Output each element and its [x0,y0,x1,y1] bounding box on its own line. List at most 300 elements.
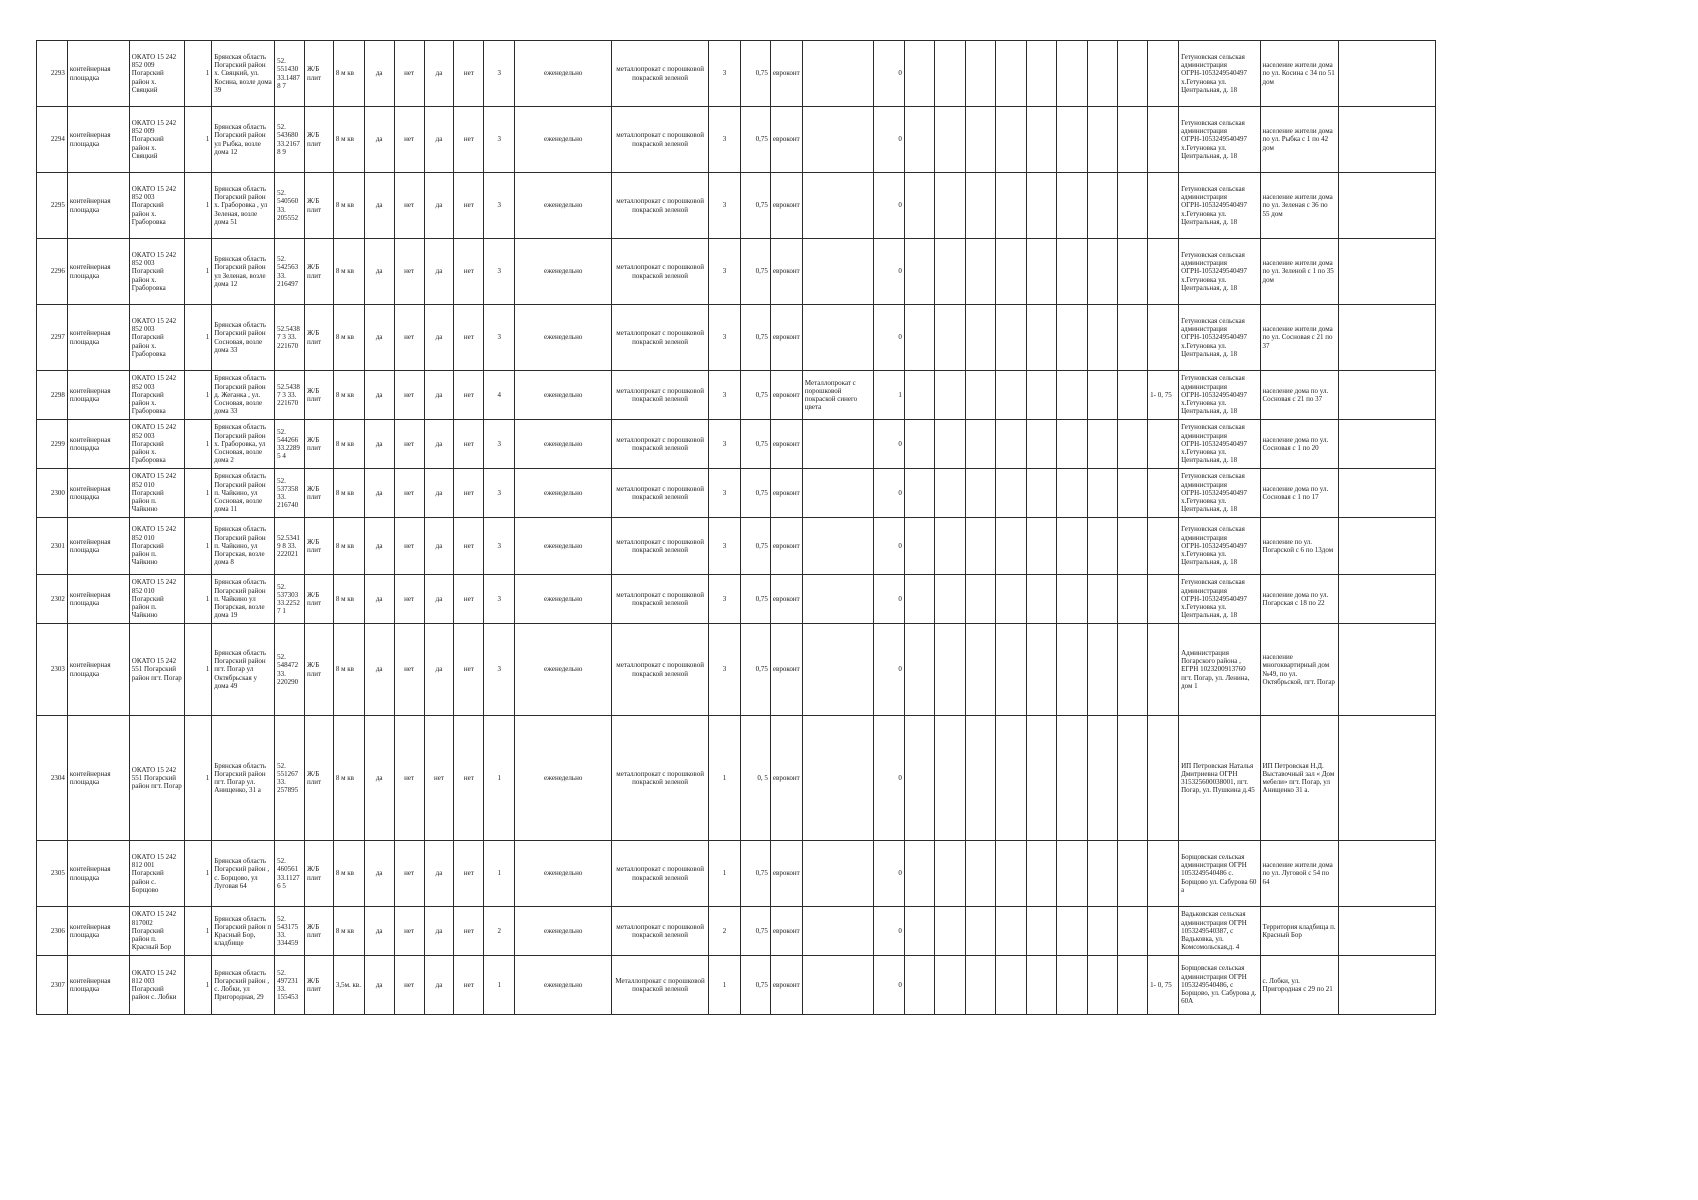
flag-3: да [424,624,454,716]
flag-4: нет [454,841,484,907]
site-count: 1 [185,107,212,173]
empty-cell [1338,956,1435,1015]
container-qty: 3 [709,239,741,305]
site-count: 1 [185,575,212,624]
empty-cell [995,41,1026,107]
container-material: металлопрокат с порошковой покраской зеленой [612,173,709,239]
extra-container-qty: 0 [873,716,904,841]
pickup-frequency: еженедельно [515,716,612,841]
site-type: контейнерная площадка [67,371,129,420]
container-qty: 3 [709,518,741,575]
extra-volume [1148,173,1179,239]
pickup-frequency: еженедельно [515,41,612,107]
site-type: контейнерная площадка [67,107,129,173]
empty-cell [965,575,995,624]
okato-code: ОКАТО 15 242 812 001 Погарский район с. Борщово [129,841,185,907]
flag-4: нет [454,716,484,841]
container-qty: 3 [709,305,741,371]
container-qty: 3 [709,107,741,173]
flag-2: нет [394,239,424,305]
okato-code: ОКАТО 15 242 852 009 Погарский район х. Свяцкий [129,41,185,107]
flag-1: да [364,624,394,716]
okato-code: ОКАТО 15 242 852 003 Погарский район х. Граборовка [129,371,185,420]
waste-source: население по ул. Погарской с 6 по 13дом [1260,518,1338,575]
extra-container-qty: 0 [873,239,904,305]
okato-code: ОКАТО 15 242 852 009 Погарский район х. Свяцкий [129,107,185,173]
site-type: контейнерная площадка [67,624,129,716]
flag-1: да [364,469,394,518]
okato-code: ОКАТО 15 242 817002 Погарский район п. Красный Бор [129,907,185,956]
site-count: 1 [185,420,212,469]
container-qty: 3 [709,624,741,716]
flag-3: да [424,469,454,518]
okato-code: ОКАТО 15 242 852 010 Погарский район п. Чайкино [129,469,185,518]
empty-cell [1026,420,1057,469]
container-total: 3 [484,420,515,469]
container-total: 1 [484,956,515,1015]
empty-cell [904,624,934,716]
empty-cell [1118,841,1148,907]
empty-cell [904,305,934,371]
extra-container-material [802,173,873,239]
site-owner: Вадьковская сельская администрация ОГРН 1053249540387, с Вадьковка, ул. Комсомольская,д. 4 [1179,907,1260,956]
empty-cell [904,716,934,841]
empty-cell [1057,841,1088,907]
empty-cell [1338,575,1435,624]
flag-4: нет [454,305,484,371]
empty-cell [965,305,995,371]
site-owner: Гетуновская сельская администрация ОГРН-1053249540497 х.Гетуновка ул. Центральная, д. 18 [1179,41,1260,107]
extra-container-qty: 0 [873,420,904,469]
pickup-frequency: еженедельно [515,907,612,956]
container-total: 4 [484,371,515,420]
site-owner: Гетуновская сельская администрация ОГРН-1053249540497 х.Гетуновка ул. Центральная, д. 18 [1179,469,1260,518]
container-volume: 0,75 [741,518,771,575]
container-kind: евроконт [770,575,802,624]
site-address: Брянская область Погарский район п. Чайкино ул Погарская, возле дома 19 [212,575,275,624]
site-type: контейнерная площадка [67,420,129,469]
waste-source: население жители дома по ул. Зеленая с 36 по 55 дом [1260,173,1338,239]
container-material: металлопрокат с порошковой покраской зеленой [612,41,709,107]
flag-3: да [424,841,454,907]
row-number: 2306 [37,907,68,956]
container-volume: 0,75 [741,173,771,239]
site-count: 1 [185,716,212,841]
site-owner: Борщовская сельская администрация ОГРН 1053249540486, с Борщово, ул. Сабурова д. 60А [1179,956,1260,1015]
empty-cell [965,173,995,239]
flag-3: да [424,907,454,956]
flag-2: нет [394,371,424,420]
waste-source: ИП Петровская Н.Д. Выставочный зал « Дом мебели» пгт. Погар, ул Анищенко 31 а. [1260,716,1338,841]
okato-code: ОКАТО 15 242 812 003 Погарский район с. Лобки [129,956,185,1015]
site-count: 1 [185,469,212,518]
site-type: контейнерная площадка [67,956,129,1015]
empty-cell [934,239,965,305]
site-address: Брянская область Погарский район п. Чайкино, ул Погарская, возле дома 8 [212,518,275,575]
flag-3: нет [424,716,454,841]
empty-cell [1026,575,1057,624]
flag-1: да [364,575,394,624]
empty-cell [965,624,995,716]
site-type: контейнерная площадка [67,469,129,518]
table-row [37,305,1436,371]
empty-cell [1057,173,1088,239]
waste-source: население жители дома по ул. Рыбка с 1 по 42 дом [1260,107,1338,173]
flag-4: нет [454,41,484,107]
site-owner: Гетуновская сельская администрация ОГРН-1053249540497 х.Гетуновка ул. Центральная, д. 18 [1179,107,1260,173]
empty-cell [904,907,934,956]
okato-code: ОКАТО 15 242 551 Погарский район пгт. Погар [129,716,185,841]
extra-container-material [802,305,873,371]
waste-source: население дома по ул. Погарская с 18 по 22 [1260,575,1338,624]
empty-cell [1057,518,1088,575]
container-qty: 1 [709,841,741,907]
site-area: 8 м кв [333,907,364,956]
empty-cell [1338,420,1435,469]
site-owner: Гетуновская сельская администрация ОГРН-1053249540497 х.Гетуновка ул. Центральная, д. 18 [1179,518,1260,575]
extra-container-material [802,841,873,907]
table-row [37,173,1436,239]
site-address: Брянская область Погарский район д. Жеганка , ул. Сосновая, возле дома 33 [212,371,275,420]
flag-3: да [424,41,454,107]
empty-cell [904,420,934,469]
site-owner: ИП Петровская Наталья Дмитриевна ОГРН 315325600038001, пгт. Погар, ул. Пушкина д.45 [1179,716,1260,841]
empty-cell [1057,956,1088,1015]
extra-volume [1148,305,1179,371]
extra-container-qty: 0 [873,956,904,1015]
waste-source: с. Лобки, ул. Пригородная с 29 по 21 [1260,956,1338,1015]
site-area: 8 м кв [333,716,364,841]
site-area: 3,5м. кв. [333,956,364,1015]
site-area: 8 м кв [333,305,364,371]
extra-container-material [802,41,873,107]
container-volume: 0,75 [741,624,771,716]
empty-cell [1118,107,1148,173]
extra-volume [1148,41,1179,107]
empty-cell [934,420,965,469]
empty-cell [1026,956,1057,1015]
flag-4: нет [454,420,484,469]
container-material: металлопрокат с порошковой покраской зеленой [612,469,709,518]
empty-cell [1057,575,1088,624]
container-total: 1 [484,716,515,841]
extra-volume [1148,107,1179,173]
empty-cell [1026,305,1057,371]
empty-cell [1088,371,1118,420]
coordinates: 52. 537358 33. 216740 [275,469,305,518]
extra-container-material [802,907,873,956]
empty-cell [1118,239,1148,305]
container-material: металлопрокат с порошковой покраской зеленой [612,420,709,469]
container-volume: 0,75 [741,956,771,1015]
site-area: 8 м кв [333,173,364,239]
container-volume: 0,75 [741,305,771,371]
container-qty: 1 [709,956,741,1015]
flag-2: нет [394,41,424,107]
site-count: 1 [185,624,212,716]
coordinates: 52. 548472 33. 220290 [275,624,305,716]
site-owner: Гетуновская сельская администрация ОГРН-1053249540497 х.Гетуновка ул. Центральная, д. 18 [1179,239,1260,305]
site-owner: Гетуновская сельская администрация ОГРН-1053249540497 х.Гетуновка ул. Центральная, д. 18 [1179,575,1260,624]
container-qty: 2 [709,907,741,956]
flag-2: нет [394,907,424,956]
flag-2: нет [394,518,424,575]
table-row [37,575,1436,624]
empty-cell [1026,716,1057,841]
table-row [37,624,1436,716]
flag-3: да [424,518,454,575]
flag-4: нет [454,907,484,956]
waste-source: население дома по ул. Сосновая с 1 по 20 [1260,420,1338,469]
empty-cell [904,469,934,518]
empty-cell [1026,239,1057,305]
site-type: контейнерная площадка [67,907,129,956]
flag-2: нет [394,716,424,841]
extra-volume [1148,624,1179,716]
surface-type: Ж/Б плит [304,239,333,305]
flag-2: нет [394,305,424,371]
empty-cell [934,624,965,716]
site-address: Брянская область Погарский район ул Рыбка, возле дома 12 [212,107,275,173]
empty-cell [1057,469,1088,518]
extra-volume [1148,907,1179,956]
row-number: 2305 [37,841,68,907]
flag-2: нет [394,469,424,518]
site-count: 1 [185,41,212,107]
flag-3: да [424,956,454,1015]
waste-source: население жители дома по ул. Косина с 34 по 51 дом [1260,41,1338,107]
surface-type: Ж/Б плит [304,173,333,239]
surface-type: Ж/Б плит [304,716,333,841]
site-address: Брянская область Погарский район пгт. Погар ул Октябрьская у дома 49 [212,624,275,716]
flag-2: нет [394,841,424,907]
empty-cell [934,173,965,239]
pickup-frequency: еженедельно [515,575,612,624]
empty-cell [1338,239,1435,305]
empty-cell [934,469,965,518]
empty-cell [965,956,995,1015]
empty-cell [1057,907,1088,956]
table-row [37,518,1436,575]
empty-cell [1088,907,1118,956]
row-number: 2297 [37,305,68,371]
extra-volume [1148,841,1179,907]
container-kind: евроконт [770,239,802,305]
flag-2: нет [394,624,424,716]
empty-cell [1118,371,1148,420]
site-count: 1 [185,371,212,420]
container-material: металлопрокат с порошковой покраской зеленой [612,841,709,907]
container-kind: евроконт [770,173,802,239]
empty-cell [1088,575,1118,624]
container-kind: евроконт [770,841,802,907]
empty-cell [995,173,1026,239]
empty-cell [1088,956,1118,1015]
flag-2: нет [394,420,424,469]
container-qty: 3 [709,41,741,107]
coordinates: 52. 544266 33.22895 4 [275,420,305,469]
extra-container-qty: 0 [873,469,904,518]
table-row [37,907,1436,956]
waste-source: население жители дома по ул. Зеленой с 1 по 35 дом [1260,239,1338,305]
container-material: металлопрокат с порошковой покраской зеленой [612,624,709,716]
empty-cell [1338,624,1435,716]
empty-cell [904,575,934,624]
site-owner: Гетуновская сельская администрация ОГРН-1053249540497 х.Гетуновка ул. Центральная, д. 18 [1179,371,1260,420]
surface-type: Ж/Б плит [304,907,333,956]
container-kind: евроконт [770,716,802,841]
flag-1: да [364,420,394,469]
container-material: металлопрокат с порошковой покраской зеленой [612,305,709,371]
empty-cell [904,518,934,575]
empty-cell [1118,41,1148,107]
container-kind: евроконт [770,41,802,107]
container-volume: 0,75 [741,371,771,420]
empty-cell [995,469,1026,518]
extra-container-qty: 1 [873,371,904,420]
okato-code: ОКАТО 15 242 852 010 Погарский район п. Чайкино [129,518,185,575]
table-row [37,956,1436,1015]
extra-volume: 1- 0, 75 [1148,956,1179,1015]
extra-container-material [802,575,873,624]
flag-4: нет [454,624,484,716]
coordinates: 52. 543680 33.21678 9 [275,107,305,173]
container-qty: 3 [709,420,741,469]
site-count: 1 [185,956,212,1015]
surface-type: Ж/Б плит [304,624,333,716]
table-row [37,420,1436,469]
flag-4: нет [454,173,484,239]
site-address: Брянская область Погарский район , с. Борщово, ул Луговая 64 [212,841,275,907]
okato-code: ОКАТО 15 242 852 003 Погарский район х. Граборовка [129,305,185,371]
pickup-frequency: еженедельно [515,518,612,575]
site-area: 8 м кв [333,469,364,518]
empty-cell [1057,305,1088,371]
empty-cell [1338,41,1435,107]
empty-cell [904,239,934,305]
container-material: металлопрокат с порошковой покраской зеленой [612,107,709,173]
empty-cell [1026,173,1057,239]
extra-volume [1148,575,1179,624]
row-number: 2298 [37,371,68,420]
flag-1: да [364,239,394,305]
surface-type: Ж/Б плит [304,41,333,107]
site-address: Брянская область Погарский район х. Граборовка , ул Зеленая, возле дома 51 [212,173,275,239]
flag-4: нет [454,518,484,575]
empty-cell [965,469,995,518]
container-qty: 3 [709,371,741,420]
empty-cell [1088,420,1118,469]
container-total: 3 [484,239,515,305]
flag-3: да [424,239,454,305]
row-number: 2293 [37,41,68,107]
container-total: 3 [484,41,515,107]
site-owner: Гетуновская сельская администрация ОГРН-1053249540497 х.Гетуновка ул. Центральная, д. 18 [1179,173,1260,239]
empty-cell [934,841,965,907]
container-kind: евроконт [770,624,802,716]
empty-cell [995,956,1026,1015]
container-kind: евроконт [770,469,802,518]
container-kind: евроконт [770,956,802,1015]
site-area: 8 м кв [333,371,364,420]
container-material: металлопрокат с порошковой покраской зеленой [612,716,709,841]
container-volume: 0,75 [741,420,771,469]
empty-cell [965,239,995,305]
coordinates: 52. 551267 33. 257895 [275,716,305,841]
table-row [37,716,1436,841]
extra-volume [1148,420,1179,469]
container-qty: 1 [709,716,741,841]
site-type: контейнерная площадка [67,239,129,305]
site-owner: Гетуновская сельская администрация ОГРН-1053249540497 х.Гетуновка ул. Центральная, д. 18 [1179,420,1260,469]
site-address: Брянская область Погарский район Сосновая, возле дома 33 [212,305,275,371]
row-number: 2304 [37,716,68,841]
empty-cell [1088,716,1118,841]
coordinates: 52. 551430 33.14878 7 [275,41,305,107]
flag-1: да [364,305,394,371]
empty-cell [1026,41,1057,107]
coordinates: 52.54387 3 33. 221670 [275,305,305,371]
flag-4: нет [454,107,484,173]
table-row [37,469,1436,518]
waste-source: население жители дома по ул. Сосновая с 21 по 37 [1260,305,1338,371]
container-kind: евроконт [770,907,802,956]
extra-container-material [802,420,873,469]
container-material: металлопрокат с порошковой покраской зеленой [612,907,709,956]
container-volume: 0,75 [741,107,771,173]
flag-3: да [424,371,454,420]
flag-3: да [424,420,454,469]
table-row [37,371,1436,420]
site-count: 1 [185,907,212,956]
extra-container-material [802,956,873,1015]
site-address: Брянская область Погарский район п Красный Бор, кладбище [212,907,275,956]
coordinates: 52. 460561 33.11276 5 [275,841,305,907]
empty-cell [1088,305,1118,371]
empty-cell [965,107,995,173]
container-volume: 0,75 [741,41,771,107]
empty-cell [934,41,965,107]
site-type: контейнерная площадка [67,716,129,841]
flag-1: да [364,841,394,907]
empty-cell [1026,624,1057,716]
container-material: металлопрокат с порошковой покраской зеленой [612,518,709,575]
site-address: Брянская область Погарский район х. Свяцкий, ул. Косина, возле дома 39 [212,41,275,107]
empty-cell [1118,469,1148,518]
empty-cell [1057,624,1088,716]
empty-cell [1338,716,1435,841]
empty-cell [934,907,965,956]
site-owner: Борщовская сельская администрация ОГРН 1053249540486 с. Борщово ул. Сабурова 60 а [1179,841,1260,907]
empty-cell [1338,469,1435,518]
container-kind: евроконт [770,518,802,575]
empty-cell [904,107,934,173]
extra-container-qty: 0 [873,107,904,173]
site-type: контейнерная площадка [67,173,129,239]
site-type: контейнерная площадка [67,305,129,371]
empty-cell [995,371,1026,420]
empty-cell [1338,107,1435,173]
empty-cell [934,518,965,575]
flag-4: нет [454,239,484,305]
extra-container-qty: 0 [873,907,904,956]
flag-1: да [364,371,394,420]
container-volume: 0, 5 [741,716,771,841]
empty-cell [1057,716,1088,841]
empty-cell [1088,173,1118,239]
row-number: 2303 [37,624,68,716]
flag-3: да [424,575,454,624]
